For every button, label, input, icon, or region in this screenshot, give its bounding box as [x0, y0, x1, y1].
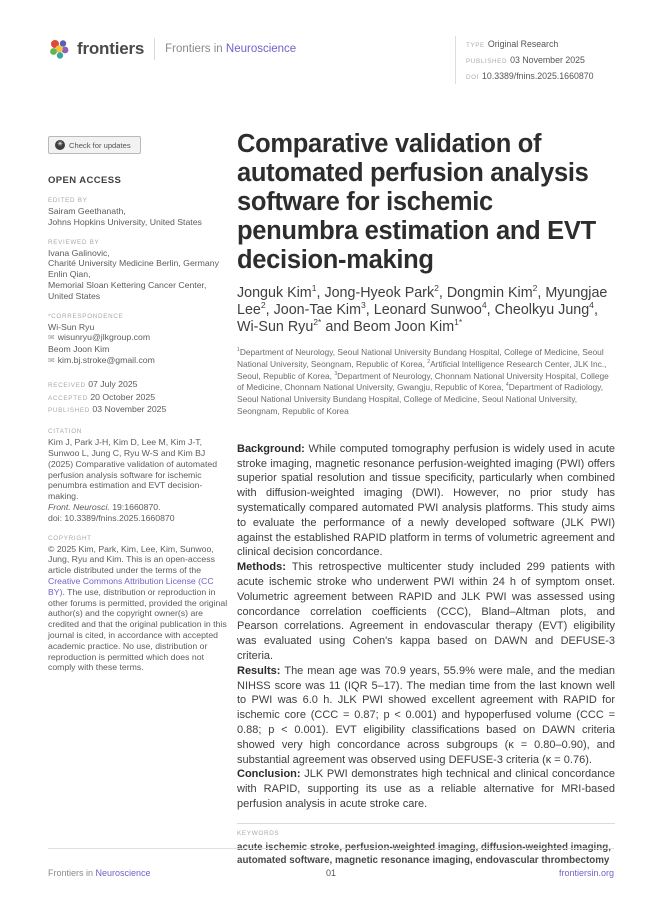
header-divider: [154, 38, 155, 60]
reviewed-by-label: REVIEWED BY: [48, 238, 100, 246]
side-line: Sairam Geethanath,: [48, 206, 126, 216]
author-sup: 1: [311, 283, 317, 294]
author-sup: 4: [589, 300, 594, 311]
copyright-before: © 2025 Kim, Park, Kim, Lee, Kim, Sunwoo, Jung, Ryu and Kim. This is an open-access article distributed under the terms of the: [48, 543, 215, 576]
correspondence-entries: [48, 322, 228, 367]
date-value: 03 November 2025: [92, 404, 167, 415]
date-row: [48, 379, 228, 392]
edited-by-label: EDITED BY: [48, 197, 88, 204]
abstract: [237, 442, 615, 812]
date-row: [48, 392, 228, 405]
correspondent-email[interactable]: [48, 332, 228, 344]
abstract-section: Methods: This retrospective multicenter study included 299 patients with acute ischemic stroke who underwent PWI within 24 h of symptom onset. Volumetric agreement between RAPID and JLK PWI was assessed using concordance correlation coefficients (CCC), Bland–Altman plots, and Pearson correlations. Agreement in endovascular therapy (EVT) eligibility was evaluated using Cohen's kappa based on DAWN and DEFUSE-3 criteria.: [237, 561, 615, 662]
abstract-section: Results: The mean age was 70.9 years, 55.9% were male, and the median NIHSS score was 11 (IQR 5–17). The median time from the last known well to PWI was 6.0 h. JLK PWI showed excellent agreement with RAPID for ischemic core (CCC = 0.87; p < 0.001) and hypoperfused volume (CCC = 0.88; p < 0.001). EVT eligibility classifications based on DAWN criteria showed very high concordance across subgroups (κ = 0.80–0.90), and substantial agreement was observed using DEFUSE-3 criteria (κ = 0.76).: [237, 664, 615, 766]
abstract-section-label: Methods:: [237, 561, 292, 574]
page-number: 01: [326, 868, 337, 878]
author-name: Dongmin Kim: [446, 285, 533, 301]
affiliations: $^1$Department of Neurology, Seoul National University Bundang Hospital, College of Medicine, Seoul National University, Seongnam, Republic of Korea, $^2$Artificial Intelligence Research Center, JLK Inc., Seoul, Republic of Korea, $^3$Department of Neurology, Chonnam National University Hospital, College of Medicine, Chonnam National University, Gwangju, Republic of Korea, $^4$Department of Radiology, Seoul National University Bundang Hospital, College of Medicine, Seoul National University, Seongnam, Republic of Korea: [237, 347, 609, 416]
meta-row-label: TYPE: [466, 42, 485, 49]
keywords-divider: [237, 823, 615, 824]
check-for-updates-button[interactable]: [48, 136, 141, 154]
side-line: Johns Hopkins University, United States: [48, 216, 202, 227]
date-value: 20 October 2025: [90, 391, 156, 402]
footer-journal-prefix: Frontiers in: [48, 868, 94, 878]
abstract-section: Background: While computed tomography perfusion is widely used in acute stroke imaging, magnetic resonance perfusion-weighted imaging (PWI) offers superior spatial resolution and tissue specificity, particularly when combined with diffusion-weighted imaging (DWI). However, no prior study has systematically compared automated PWI analysis platforms. This study aims to evaluate the performance of a newly developed software (JLK PWI) against the established RAPID platform in terms of volumetric agreement and clinical decision concordance.: [237, 442, 615, 559]
correspondence-label: *CORRESPONDENCE: [48, 312, 124, 320]
side-line: United States: [48, 290, 101, 301]
reviewed-by-lines: [48, 248, 228, 302]
author-name: Jonguk Kim: [237, 285, 312, 301]
meta-row: [466, 52, 636, 68]
dates-rows: [48, 379, 228, 417]
meta-rows: [466, 36, 636, 84]
email-text: kim.bj.stroke@gmail.com: [57, 354, 155, 365]
footer-journal-name-link[interactable]: Neuroscience: [95, 868, 151, 878]
abstract-section-label: Conclusion:: [237, 768, 305, 781]
citation-volume: 19:1660870.: [112, 501, 161, 512]
authors-line: Jonguk Kim$^1$, Jong-Hyeok Park$^2$, Dongmin Kim$^2$, Myungjae Lee$^2$, Joon-Tae Kim$^3$, Leonard Sunwoo$^4$, Cheolkyu Jung$^4$, Wi-Sun Ryu$^{2*}$ and Beom Joon Kim$^{1*}$: [237, 283, 608, 335]
side-line: Memorial Sloan Kettering Cancer Center,: [48, 279, 207, 290]
author-name: Joon-Tae Kim: [273, 302, 362, 318]
correspondent-name: Beom Joon Kim: [48, 344, 110, 355]
citation-text: Kim J, Park J-H, Kim D, Lee M, Kim J-T, Sunwoo L, Jung C, Ryu W-S and Kim BJ (2025) Comparative validation of automated perfusion analysis software for ischemic penumbra estimation and EVT decision-making.: [48, 437, 218, 502]
side-line: Ivana Galinovic,: [48, 247, 110, 258]
copyright-label: COPYRIGHT: [48, 534, 92, 542]
date-label: PUBLISHED: [48, 407, 90, 415]
cc-by-license-link[interactable]: Creative Commons Attribution License (CC BY): [48, 575, 214, 597]
frontiersin-org-link[interactable]: frontiersin.org: [558, 868, 615, 878]
copyright-text: [48, 544, 228, 674]
citation-journal: Front. Neurosci.: [48, 501, 110, 512]
affiliation-sup: 4: [505, 382, 509, 389]
meta-row: [466, 68, 636, 84]
footer-journal: [48, 868, 237, 878]
article-title: Comparative validation of automated perfusion analysis software for ischemic penumbra estimation and EVT decision-making: [237, 130, 596, 274]
meta-row: [466, 36, 636, 52]
author-sup: 4: [481, 300, 487, 311]
crossmark-icon: ✳: [55, 140, 65, 150]
date-label: RECEIVED: [48, 381, 86, 389]
date-label: ACCEPTED: [48, 394, 88, 402]
author-name: Beom Joon Kim: [353, 319, 455, 335]
author-sup: 3: [361, 300, 366, 311]
keywords-label: KEYWORDS: [237, 829, 280, 837]
author-name: Cheolkyu Jung: [494, 302, 590, 318]
side-line: Charité University Medicine Berlin, Germany: [48, 258, 219, 269]
page-footer: [48, 848, 614, 878]
affiliation-sup: 2: [427, 359, 431, 365]
affiliation-sup: 1: [237, 347, 240, 354]
email-text: wisunryu@jlkgroup.com: [57, 332, 151, 343]
author-sup: 2: [532, 283, 538, 294]
journal-prefix: Frontiers in: [165, 43, 223, 55]
meta-row-label: DOI: [466, 74, 479, 81]
author-name: Myungjae Lee: [237, 285, 608, 318]
author-sup: 2: [260, 300, 266, 311]
article-main: [237, 130, 615, 868]
citation-doi: doi: 10.3389/fnins.2025.1660870: [48, 512, 175, 523]
frontiers-logo-icon: [48, 38, 70, 60]
meta-row-value: 03 November 2025: [510, 55, 585, 65]
side-line: Enlin Qian,: [48, 269, 91, 280]
author-sup: 2*: [313, 317, 322, 328]
mail-icon: ✉: [48, 333, 55, 343]
article-meta: [455, 36, 636, 84]
author-name: Wi-Sun Ryu: [237, 319, 314, 335]
correspondent-name: Wi-Sun Ryu: [48, 321, 95, 332]
edited-by-lines: [48, 206, 228, 228]
abstract-section-label: Background:: [237, 442, 309, 455]
author-name: Leonard Sunwoo: [373, 302, 482, 318]
abstract-section-label: Results:: [237, 664, 285, 677]
date-row: [48, 404, 228, 417]
meta-row-value: 10.3389/fnins.2025.1660870: [482, 71, 594, 81]
meta-row-value: Original Research: [487, 39, 559, 49]
meta-row-label: PUBLISHED: [466, 58, 508, 65]
abstract-section: Conclusion: JLK PWI demonstrates high technical and clinical concordance with RAPID, supporting its use as a reliable alternative for MRI-based perfusion analysis in acute stroke care.: [237, 768, 615, 810]
check-for-updates-label: Check for updates: [69, 140, 131, 150]
citation-label: CITATION: [48, 428, 83, 436]
keywords-text: acute ischemic stroke, perfusion-weighted imaging, diffusion-weighted imaging, automated software, magnetic resonance imaging, endovascular thrombectomy: [237, 841, 611, 867]
affiliation-sup: 3: [334, 370, 338, 377]
correspondent-email[interactable]: [48, 355, 228, 367]
date-value: 07 July 2025: [88, 378, 138, 389]
sidebar: [48, 133, 228, 673]
author-sup: 1*: [454, 317, 463, 328]
mail-icon: ✉: [48, 355, 55, 365]
frontiers-wordmark[interactable]: frontiers: [77, 39, 145, 58]
open-access-label: OPEN ACCESS: [48, 175, 122, 186]
journal-title: [165, 43, 296, 55]
copyright-after: . The use, distribution or reproduction in other forums is permitted, provided the original author(s) and the copyright owner(s) are credited and that the original publication in this journal is cited, in accordance with accepted academic practice. No use, distribution or reproduction is permitted which does not comply with these terms.: [48, 586, 228, 673]
author-name: Jong-Hyeok Park: [324, 285, 435, 301]
author-sup: 2: [434, 283, 439, 294]
journal-header: [48, 38, 296, 60]
citation-journal-line: [48, 502, 228, 513]
journal-name-link[interactable]: Neuroscience: [225, 43, 297, 55]
